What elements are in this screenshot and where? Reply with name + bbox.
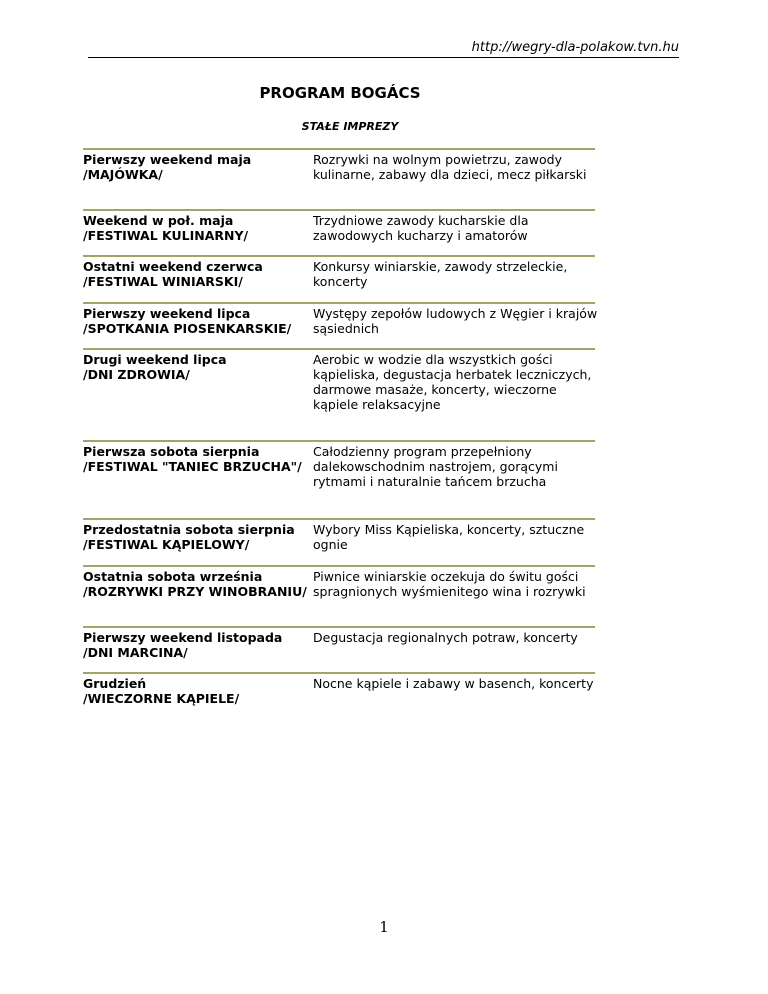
table-row bbox=[83, 148, 595, 209]
header-url: http://wegry-dla-polakow.tvn.hu bbox=[471, 40, 679, 55]
event-name: /DNI MARCINA/ bbox=[83, 645, 188, 660]
table-row bbox=[83, 209, 595, 255]
event-when: Drugi weekend lipca bbox=[83, 352, 227, 367]
event-when: Weekend w poł. maja bbox=[83, 213, 234, 228]
event-name: /SPOTKANIA PIOSENKARSKIE/ bbox=[83, 321, 292, 336]
event-when: Pierwsza sobota sierpnia bbox=[83, 444, 260, 459]
table-row bbox=[83, 565, 595, 626]
event-description: Wybory Miss Kąpieliska, koncerty, sztuczne ognie bbox=[313, 522, 585, 552]
table-row bbox=[83, 440, 595, 518]
event-cell bbox=[83, 152, 333, 182]
event-cell bbox=[83, 630, 333, 660]
table-row bbox=[83, 518, 595, 565]
event-name: /FESTIWAL "TANIEC BRZUCHA"/ bbox=[83, 459, 302, 474]
event-description: Występy zepołów ludowych z Węgier i krajów sąsiednich bbox=[313, 306, 598, 336]
event-name: /FESTIWAL KĄPIELOWY/ bbox=[83, 537, 250, 552]
event-description: Trzydniowe zawody kucharskie dla zawodowych kucharzy i amatorów bbox=[313, 213, 529, 243]
event-name: /WIECZORNE KĄPIELE/ bbox=[83, 691, 240, 706]
event-when: Grudzień bbox=[83, 676, 147, 691]
table-row bbox=[83, 255, 595, 302]
event-name: /DNI ZDROWIA/ bbox=[83, 367, 190, 382]
event-when: Przedostatnia sobota sierpnia bbox=[83, 522, 295, 537]
event-when: Pierwszy weekend maja bbox=[83, 152, 252, 167]
event-description: Rozrywki na wolnym powietrzu, zawody kulinarne, zabawy dla dzieci, mecz piłkarski bbox=[313, 152, 587, 182]
event-description: Konkursy winiarskie, zawody strzeleckie, koncerty bbox=[313, 259, 568, 289]
event-description: Aerobic w wodzie dla wszystkich gości kąpieliska, degustacja herbatek leczniczych, darmowe masaże, koncerty, wieczorne kąpiele relaksacyjne bbox=[313, 352, 592, 412]
event-when: Pierwszy weekend listopada bbox=[83, 630, 283, 645]
event-cell bbox=[83, 352, 333, 382]
event-when: Ostatnia sobota września bbox=[83, 569, 263, 584]
event-cell bbox=[83, 522, 333, 552]
table-row bbox=[83, 302, 598, 348]
event-cell bbox=[83, 569, 333, 599]
event-cell bbox=[83, 213, 333, 243]
page-title: PROGRAM BOGÁCS bbox=[259, 84, 421, 102]
events-table bbox=[83, 148, 598, 718]
event-name: /MAJÓWKA/ bbox=[83, 167, 163, 182]
event-name: /ROZRYWKI PRZY WINOBRANIU/ bbox=[83, 584, 307, 599]
page-number: 1 bbox=[379, 918, 389, 936]
table-row bbox=[83, 626, 595, 672]
event-cell bbox=[83, 676, 333, 706]
event-name: /FESTIWAL KULINARNY/ bbox=[83, 228, 249, 243]
event-description: Degustacja regionalnych potraw, koncerty bbox=[313, 630, 578, 645]
event-cell bbox=[83, 444, 333, 474]
table-row bbox=[83, 672, 595, 718]
event-name: /FESTIWAL WINIARSKI/ bbox=[83, 274, 243, 289]
event-description: Nocne kąpiele i zabawy w basench, koncerty bbox=[313, 676, 594, 691]
event-cell bbox=[83, 306, 333, 336]
page-header bbox=[88, 41, 679, 58]
event-description: Całodzienny program przepełniony dalekowschodnim nastrojem, gorącymi rytmami i naturalnie tańcem brzucha bbox=[313, 444, 558, 489]
event-when: Ostatni weekend czerwca bbox=[83, 259, 263, 274]
table-row bbox=[83, 348, 595, 440]
event-cell bbox=[83, 259, 333, 289]
event-description: Piwnice winiarskie oczekuja do świtu gości spragnionych wyśmienitego wina i rozrywki bbox=[313, 569, 586, 599]
section-subtitle: STAŁE IMPREZY bbox=[301, 120, 399, 133]
event-when: Pierwszy weekend lipca bbox=[83, 306, 251, 321]
